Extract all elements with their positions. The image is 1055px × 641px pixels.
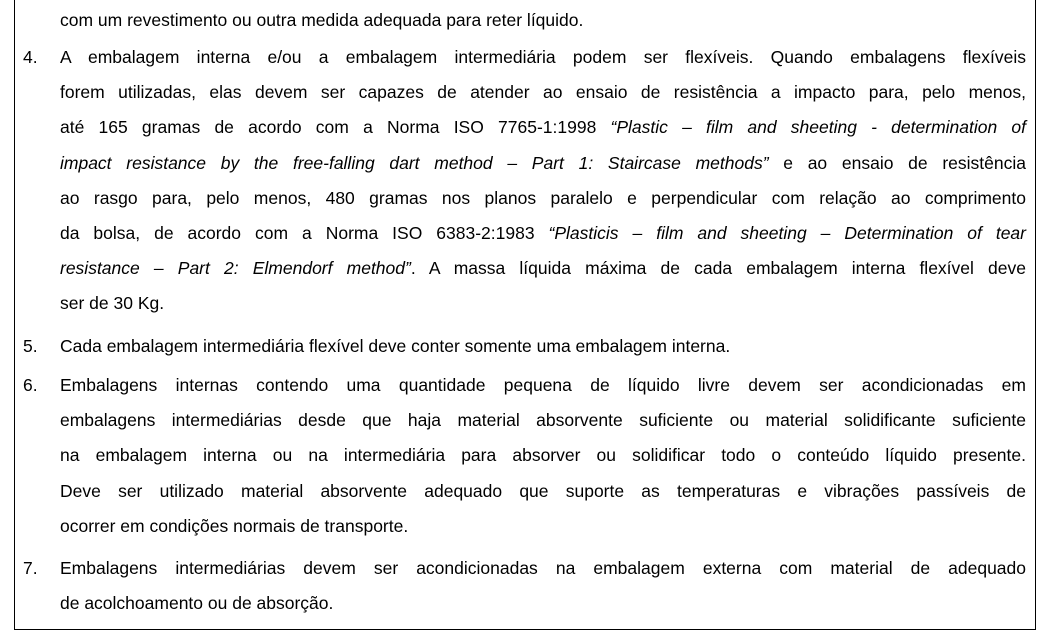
- text-line: [60, 474, 1026, 509]
- text-line: com um revestimento ou outra medida adequada para reter líquido.: [60, 10, 584, 30]
- document-frame: [14, 0, 1036, 630]
- continuation-line: [60, 3, 1026, 38]
- text-run: Embalagens intermediárias devem ser acondicionadas na embalagem externa com material de adequado: [60, 558, 1026, 578]
- text-line: [60, 403, 1026, 438]
- text-run: ser de 30 Kg.: [60, 293, 165, 314]
- text-run: ocorrer em condições normais de transporte.: [60, 515, 409, 536]
- text-run: de acolchoamento ou de absorção.: [60, 593, 334, 614]
- text-run: Deve ser utilizado material absorvente adequado que suporte as temperaturas e vibrações passíveis de: [60, 480, 1026, 501]
- text-line: [60, 368, 1026, 403]
- text-run: e ao ensaio de resistência: [768, 152, 1026, 173]
- text-run: embalagens intermediárias desde que haja material absorvente suficiente ou material solidificante suficiente: [60, 410, 1026, 431]
- list-item-text: [60, 40, 1026, 322]
- text-run: ao rasgo para, pelo menos, 480 gramas nos planos paralelo e perpendicular com relação ao comprimento: [60, 187, 1026, 208]
- text-line: [60, 551, 1026, 586]
- italic-title: “Plasticis – film and sheeting – Determination of tear: [548, 222, 1026, 243]
- text-run: forem utilizadas, elas devem ser capazes de atender ao ensaio de resistência a impacto para, pelo menos,: [60, 82, 1026, 103]
- list-number: 6.: [23, 375, 38, 395]
- text-line: [60, 75, 1026, 110]
- text-run: da bolsa, de acordo com a Norma ISO 6383-2:1983: [60, 222, 549, 243]
- italic-title: “Plastic – film and sheeting - determination of: [610, 117, 1026, 138]
- text-line: [60, 251, 1026, 286]
- text-run: A embalagem interna e/ou a embalagem intermediária podem ser flexíveis. Quando embalagens flexíveis: [60, 47, 1026, 67]
- list-number: 4.: [23, 47, 38, 67]
- text-line: [60, 329, 1026, 364]
- list-item-text: [60, 368, 1026, 544]
- list-number: 7.: [23, 558, 38, 578]
- text-line: [60, 110, 1026, 145]
- text-line: [60, 40, 1026, 75]
- text-run: até 165 gramas de acordo com a Norma ISO 7765-1:1998: [60, 117, 611, 138]
- text-line: [60, 146, 1026, 181]
- text-line: [60, 586, 1026, 621]
- text-line: [60, 509, 1026, 544]
- list-item-text: [60, 551, 1026, 621]
- text-run: Embalagens internas contendo uma quantidade pequena de líquido livre devem ser acondicionadas em: [60, 375, 1026, 395]
- text-line: [60, 216, 1026, 251]
- text-run: . A massa líquida máxima de cada embalagem interna flexível deve: [410, 258, 1026, 279]
- text-line: [60, 438, 1026, 473]
- text-line: [60, 286, 1026, 321]
- italic-title: impact resistance by the free-falling dart method – Part 1: Staircase methods”: [60, 152, 769, 173]
- text-line: [60, 181, 1026, 216]
- list-item-text: [60, 329, 1026, 364]
- list-number: 5.: [23, 336, 38, 356]
- text-run: na embalagem interna ou na intermediária para absorver ou solidificar todo o conteúdo líquido presente.: [60, 445, 1026, 466]
- text-run: Cada embalagem intermediária flexível deve conter somente uma embalagem interna.: [60, 336, 731, 356]
- italic-title: resistance – Part 2: Elmendorf method”: [60, 258, 411, 279]
